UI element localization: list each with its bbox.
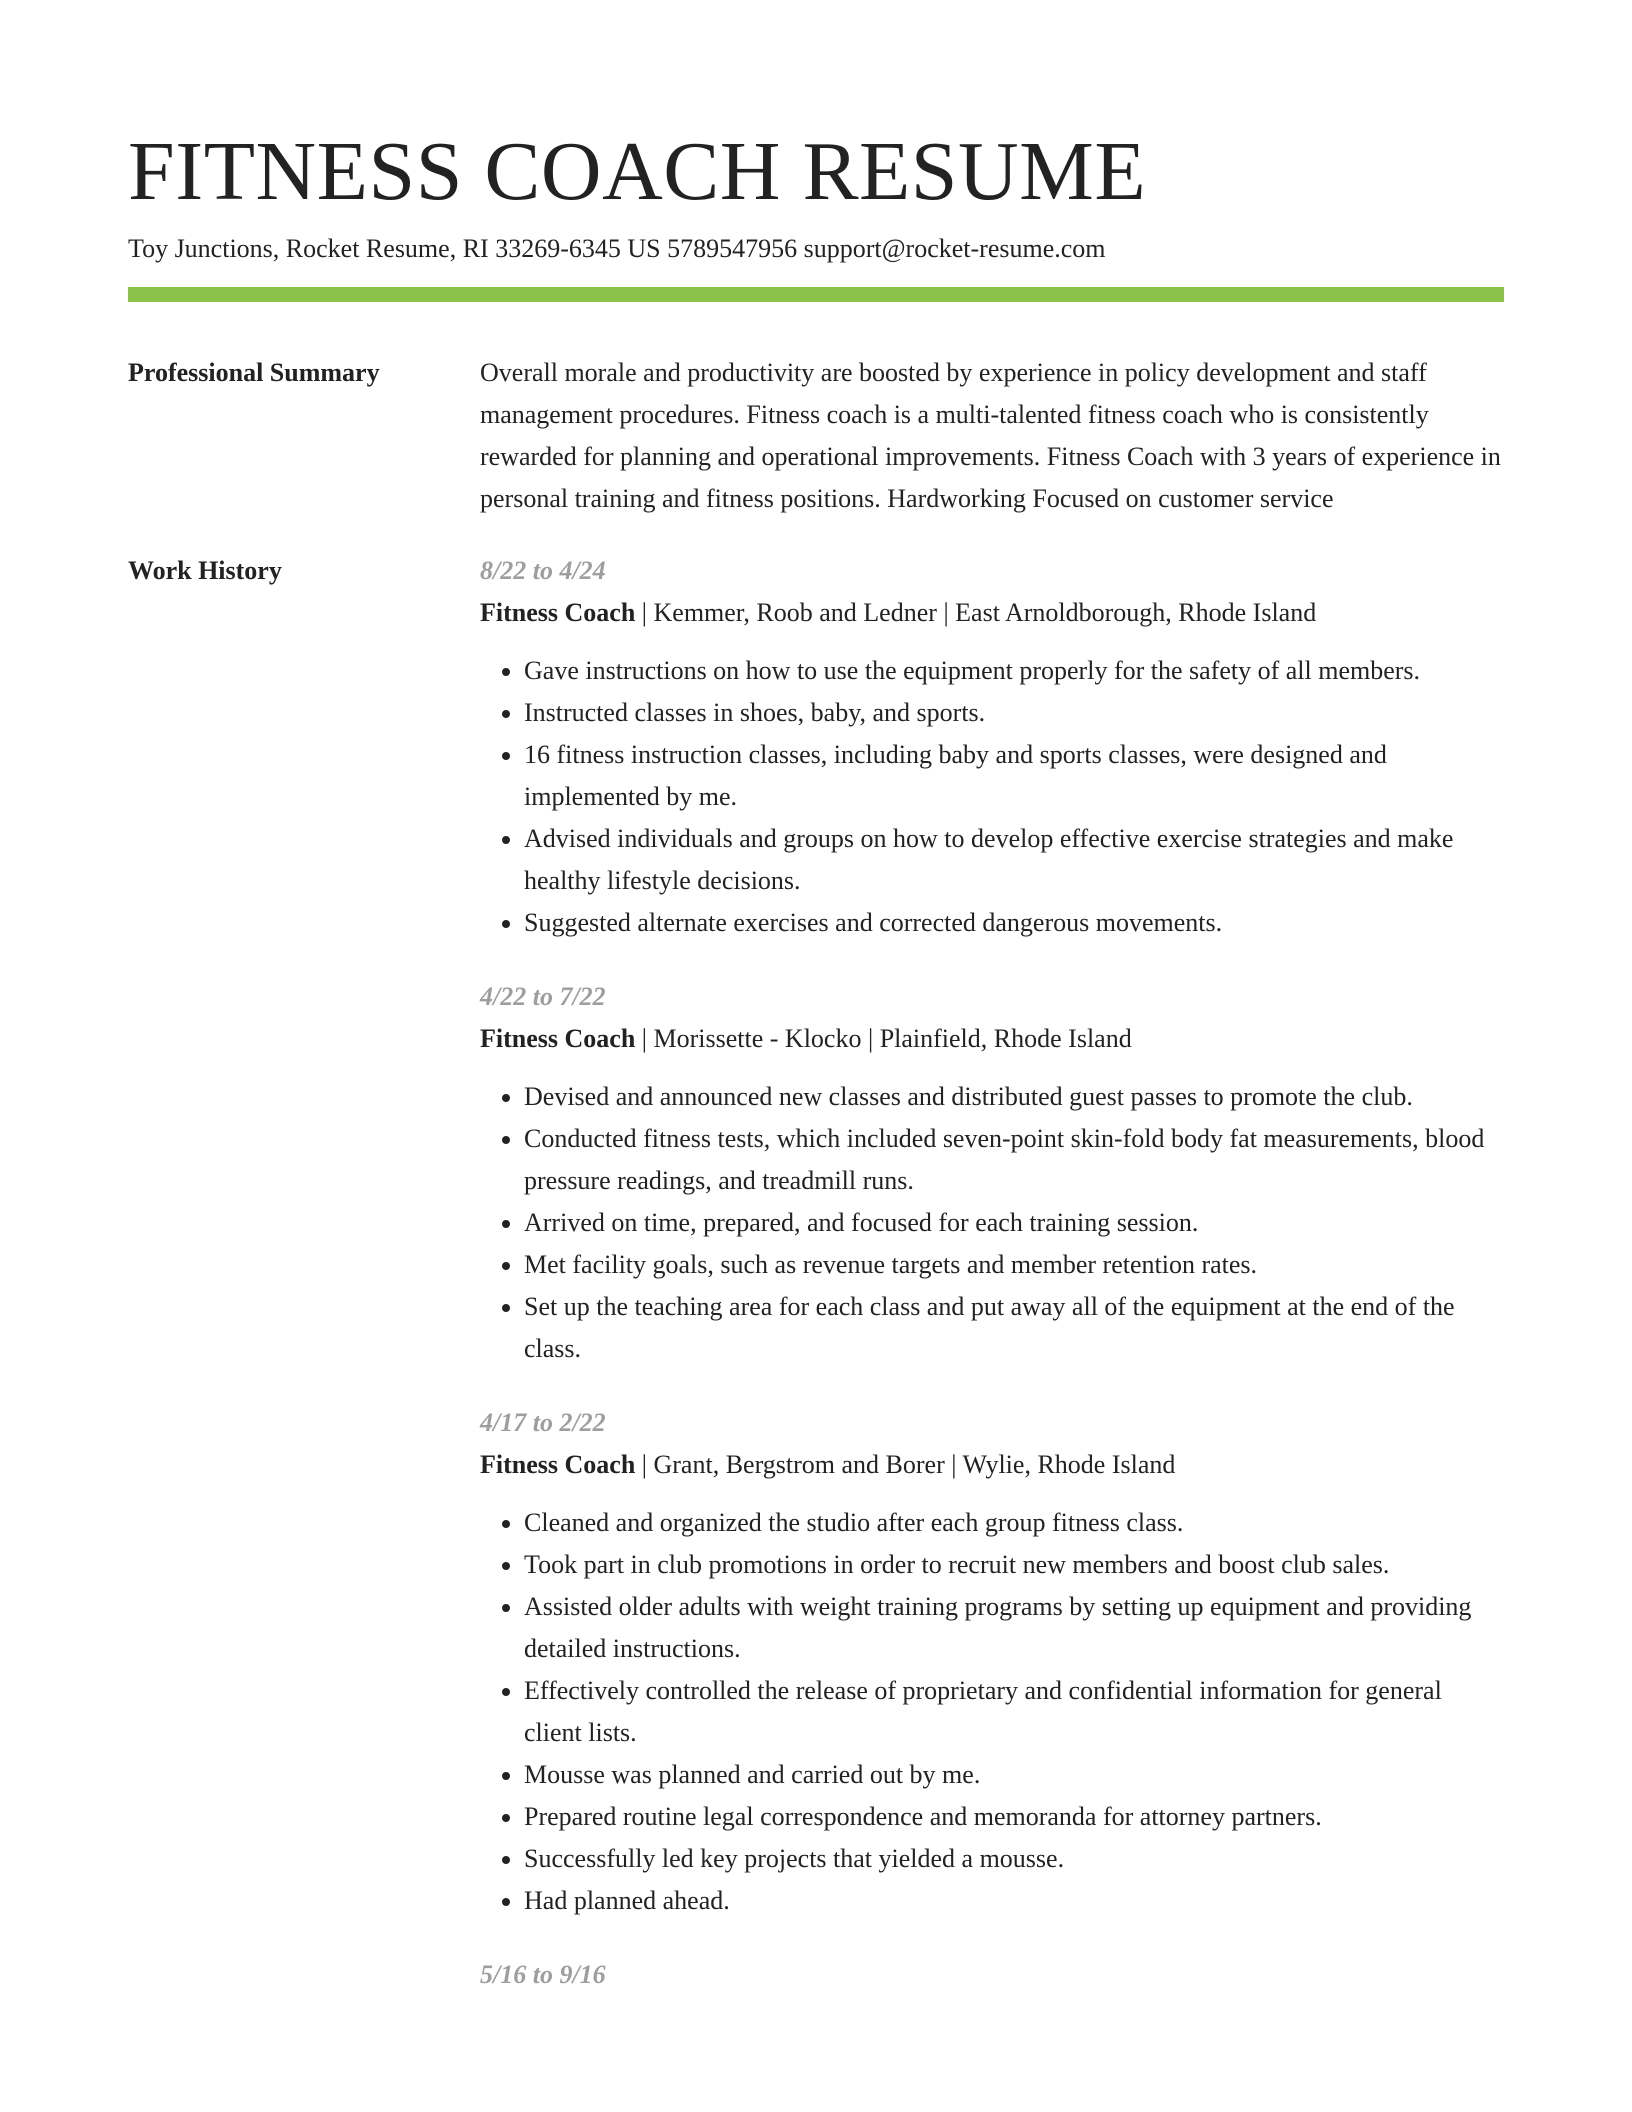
work-history-section	[128, 550, 1504, 2028]
job-title: Fitness Coach	[480, 1024, 636, 1053]
resume-page	[128, 0, 1504, 2028]
contact-line: Toy Junctions, Rocket Resume, RI 33269-6345 US 5789547956 support@rocket-resume.com	[128, 234, 1106, 263]
job-bullet-item: • Prepared routine legal correspondence and memoranda for attorney partners.	[524, 1796, 1504, 1838]
job-bullet-item: • Advised individuals and groups on how to develop effective exercise strategies and make healthy lifestyle decisions.	[524, 818, 1504, 902]
job-bullet-item: • Met facility goals, such as revenue targets and member retention rates.	[524, 1244, 1504, 1286]
job-bullet-item: • Mousse was planned and carried out by me.	[524, 1754, 1504, 1796]
job-dates: 8/22 to 4/24	[480, 556, 606, 585]
job-heading	[480, 1018, 1504, 1060]
job-title: Fitness Coach	[480, 1450, 636, 1479]
job-bullet-item: • Gave instructions on how to use the equipment properly for the safety of all members.	[524, 650, 1504, 692]
job-bullet-list	[480, 1502, 1504, 1922]
header-divider	[128, 287, 1504, 302]
job-entry	[480, 1402, 1504, 1922]
section-label-work-history: Work History	[128, 556, 282, 585]
job-location: East Arnoldborough, Rhode Island	[955, 598, 1317, 627]
job-bullet-item: • Conducted fitness tests, which included seven-point skin-fold body fat measurements, blood pressure readings, and treadmill runs.	[524, 1118, 1504, 1202]
job-bullet-item: • Took part in club promotions in order to recruit new members and boost club sales.	[524, 1544, 1504, 1586]
summary-body	[480, 352, 1504, 520]
job-bullet-list	[480, 1076, 1504, 1370]
job-separator: |	[861, 1024, 880, 1053]
job-company: Grant, Bergstrom and Borer	[653, 1450, 945, 1479]
job-separator: |	[635, 1450, 654, 1479]
job-bullet-item: • Assisted older adults with weight training programs by setting up equipment and providing detailed instructions.	[524, 1586, 1504, 1670]
job-bullet-item: • Instructed classes in shoes, baby, and sports.	[524, 692, 1504, 734]
job-bullet-item: • Cleaned and organized the studio after each group fitness class.	[524, 1502, 1504, 1544]
job-bullet-item: • 16 fitness instruction classes, including baby and sports classes, were designed and implemented by me.	[524, 734, 1504, 818]
professional-summary-section	[128, 352, 1504, 520]
job-bullet-item: • Had planned ahead.	[524, 1880, 1504, 1922]
job-dates: 4/17 to 2/22	[480, 1408, 606, 1437]
summary-text: Overall morale and productivity are boosted by experience in policy development and staff management procedures. Fitness coach is a multi-talented fitness coach who is consistently rewarded for planning and operational improvements. Fitness Coach with 3 years of experience in personal training and fitness positions. Hardworking Focused on customer service	[480, 358, 1501, 513]
job-company: Kemmer, Roob and Ledner	[653, 598, 937, 627]
job-bullet-item: • Set up the teaching area for each class and put away all of the equipment at the end of the class.	[524, 1286, 1504, 1370]
job-company: Morissette - Klocko	[653, 1024, 862, 1053]
job-location: Plainfield, Rhode Island	[879, 1024, 1132, 1053]
job-separator: |	[936, 598, 956, 627]
job-location: Wylie, Rhode Island	[962, 1450, 1176, 1479]
job-dates: 4/22 to 7/22	[480, 982, 606, 1011]
job-separator: |	[635, 598, 654, 627]
job-separator: |	[635, 1024, 654, 1053]
work-history-body	[480, 550, 1504, 2028]
job-dates: 5/16 to 9/16	[480, 1960, 606, 1989]
section-label-summary: Professional Summary	[128, 358, 380, 387]
job-bullet-list	[480, 650, 1504, 944]
job-entry	[480, 1954, 1504, 1996]
job-heading	[480, 592, 1504, 634]
job-separator: |	[944, 1450, 963, 1479]
job-bullet-item: • Arrived on time, prepared, and focused for each training session.	[524, 1202, 1504, 1244]
job-bullet-item: • Successfully led key projects that yielded a mousse.	[524, 1838, 1504, 1880]
job-bullet-item: • Devised and announced new classes and distributed guest passes to promote the club.	[524, 1076, 1504, 1118]
job-entry	[480, 550, 1504, 944]
job-bullet-item: • Suggested alternate exercises and corrected dangerous movements.	[524, 902, 1504, 944]
resume-title: FITNESS COACH RESUME	[128, 125, 1147, 218]
job-bullet-item: • Effectively controlled the release of proprietary and confidential information for general client lists.	[524, 1670, 1504, 1754]
job-heading	[480, 1444, 1504, 1486]
job-entry	[480, 976, 1504, 1370]
job-title: Fitness Coach	[480, 598, 636, 627]
